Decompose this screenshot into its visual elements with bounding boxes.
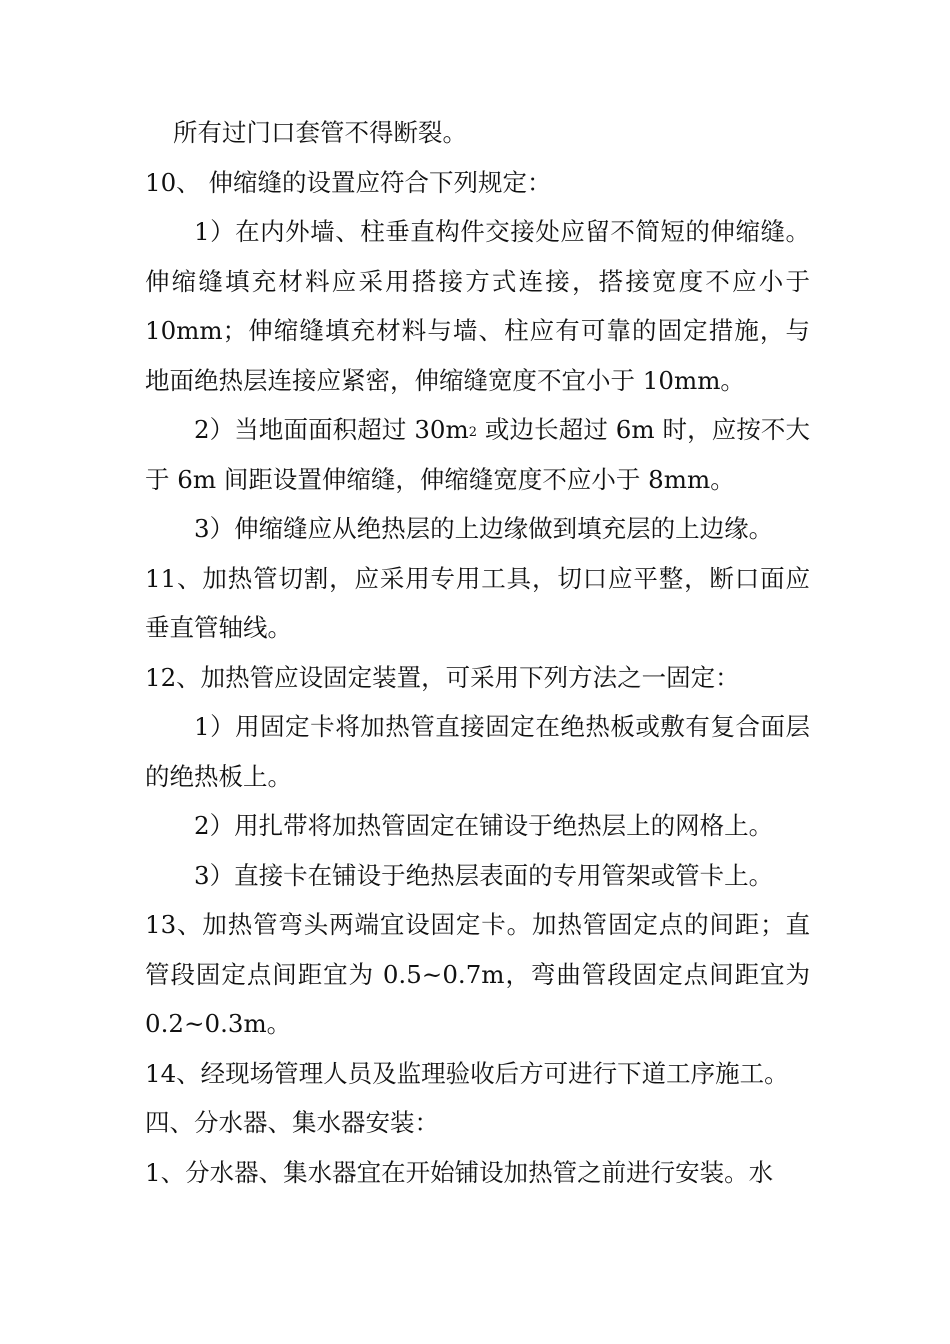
- paragraph-item-10-3: 3）伸缩缝应从绝热层的上边缘做到填充层的上边缘。: [194, 514, 774, 543]
- paragraph-item-10-1: 1）在内外墙、柱垂直构件交接处应留不简短的伸缩缝。伸缩缝填充材料应采用搭接方式连接，搭接宽度不应小于 10mm；伸缩缝填充材料与墙、柱应有可靠的固定措施，与地面绝热层连接应紧密，伸缩缝宽度不宜小于 10mm。: [145, 217, 810, 395]
- paragraph-item-12-2: 2）用扎带将加热管固定在铺设于绝热层上的网格上。: [194, 811, 774, 840]
- paragraph-item-10-2-part-a: 2）当地面面积超过 30m: [194, 415, 469, 444]
- paragraph-item-14: 14、经现场管理人员及监理验收后方可进行下道工序施工。: [145, 1058, 789, 1088]
- paragraph-item-10-2: [145, 405, 810, 504]
- paragraph-section-4-item-1: 1、分水器、集水器宜在开始铺设加热管之前进行安装。水: [145, 1157, 774, 1187]
- section-heading-4: 四、分水器、集水器安装：: [145, 1108, 439, 1137]
- document-body: [145, 108, 810, 1197]
- paragraph-door-sleeve: 所有过门口套管不得断裂。: [173, 118, 467, 147]
- paragraph-item-11: 11、加热管切割，应采用专用工具，切口应平整，断口面应垂直管轴线。: [145, 563, 810, 642]
- paragraph-item-10-2-part-b: 或边长超过 6m 时，应按不大于 6m 间距设置伸缩缝，伸缩缝宽度不应小于 8mm。: [145, 415, 810, 494]
- paragraph-item-12: 12、加热管应设固定装置，可采用下列方法之一固定：: [145, 662, 740, 692]
- paragraph-item-13: 13、加热管弯头两端宜设固定卡。加热管固定点的间距；直管段固定点间距宜为 0.5~0.7m，弯曲管段固定点间距宜为 0.2~0.3m。: [145, 910, 810, 1038]
- paragraph-item-10: 10、 伸缩缝的设置应符合下列规定：: [145, 167, 552, 197]
- paragraph-item-12-1: 1）用固定卡将加热管直接固定在绝热板或敷有复合面层的绝热板上。: [145, 712, 810, 791]
- superscript-square: 2: [468, 425, 478, 440]
- paragraph-item-12-3: 3）直接卡在铺设于绝热层表面的专用管架或管卡上。: [194, 860, 774, 890]
